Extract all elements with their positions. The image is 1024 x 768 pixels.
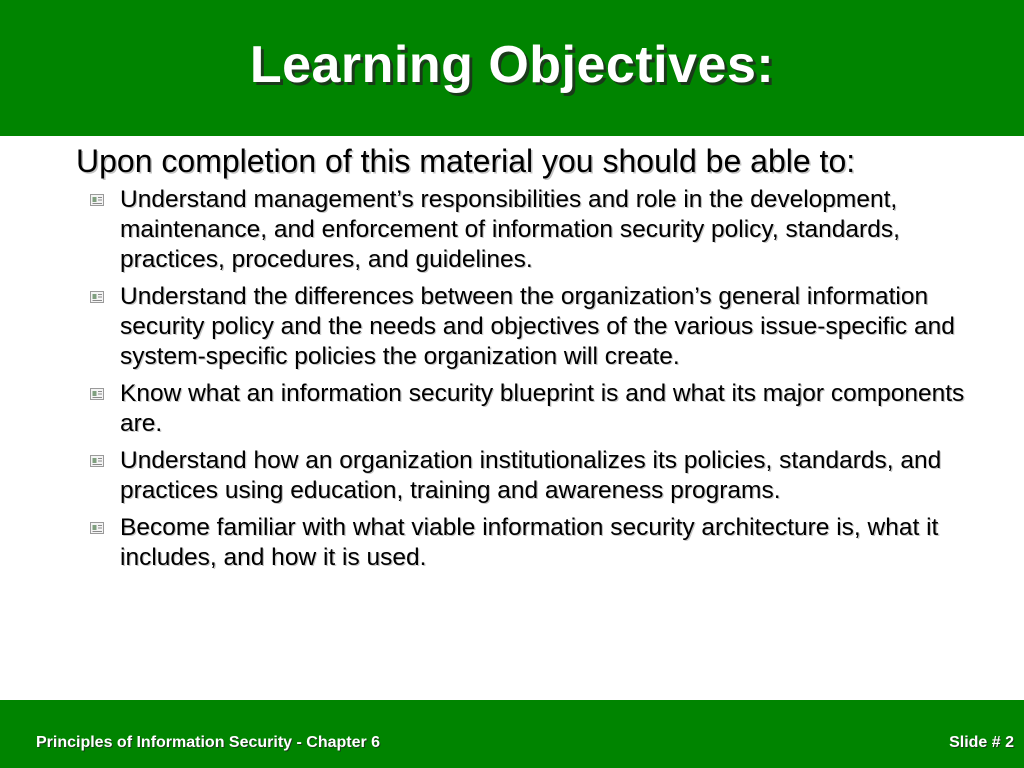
objective-item	[76, 513, 1006, 573]
footer-bar	[0, 700, 1024, 768]
objective-text: Understand how an organization institutionalizes its policies, standards, and practices using education, training and awareness programs.	[120, 447, 942, 504]
title-bar	[0, 0, 1024, 136]
objective-text: Understand the differences between the organization’s general information security policy and the needs and objectives of the various issue-specific and system-specific policies the organization will create.	[120, 283, 955, 370]
objective-text: Become familiar with what viable information security architecture is, what it includes, and how it is used.	[120, 514, 939, 571]
document-bullet-icon	[90, 291, 104, 303]
objectives-list	[76, 185, 1006, 573]
document-bullet-icon	[90, 455, 104, 467]
slide-title: Learning Objectives:	[249, 36, 775, 94]
objective-text: Know what an information security blueprint is and what its major components are.	[120, 380, 965, 437]
objective-text: Understand management’s responsibilities and role in the development, maintenance, and enforcement of information security policy, standards, practices, procedures, and guidelines.	[120, 186, 900, 273]
objective-item	[76, 446, 1006, 506]
footer-chapter-label: Principles of Information Security - Chapter 6	[36, 734, 381, 751]
document-bullet-icon	[90, 388, 104, 400]
document-bullet-icon	[90, 194, 104, 206]
slide-number: Slide # 2	[949, 734, 1014, 751]
objective-item	[76, 282, 1006, 372]
slide-body	[76, 142, 1006, 698]
intro-text: Upon completion of this material you should be able to:	[76, 143, 856, 179]
objective-item	[76, 379, 1006, 439]
document-bullet-icon	[90, 522, 104, 534]
objective-item	[76, 185, 1006, 275]
